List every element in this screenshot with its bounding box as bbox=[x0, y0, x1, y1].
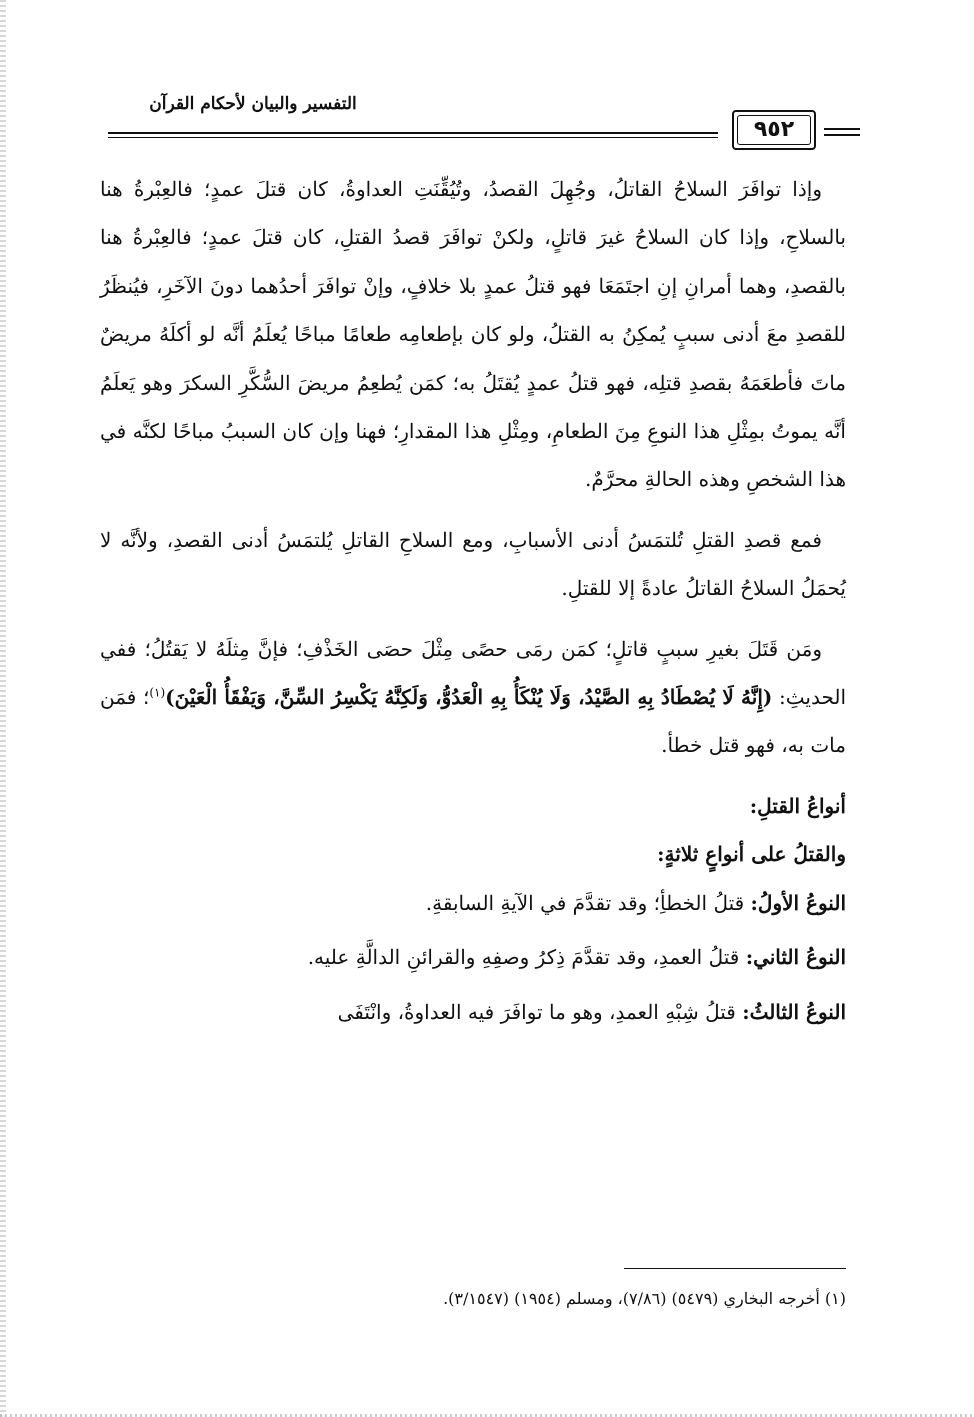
section-heading: أنواعُ القتلِ: bbox=[749, 793, 846, 818]
footnote: (١) أخرجه البخاري (٥٤٧٩) (٧/٨٦)، ومسلم (١٩٥٤) (٣/١٥٤٧). bbox=[443, 1289, 846, 1308]
main-text bbox=[100, 165, 846, 1036]
page-number-frame bbox=[732, 110, 816, 150]
type-item bbox=[100, 988, 846, 1036]
type-item bbox=[100, 933, 846, 981]
type-text: قتلُ شِبْهِ العمدِ، وهو ما توافَرَ فيه العداوةُ، وانْتَفَى bbox=[337, 999, 743, 1024]
type-text: قتلُ الخطأِ؛ وقد تقدَّمَ في الآيةِ السابقةِ. bbox=[425, 890, 751, 915]
footnote-separator bbox=[624, 1268, 846, 1269]
scan-edge-artifact bbox=[0, 0, 6, 1417]
paragraph: وإذا توافَرَ السلاحُ القاتلُ، وجُهِلَ القصدُ، وتُيُقِّنَتِ العداوةُ، كان قتلَ عمدٍ؛ فالعِبْرةُ هنا بالسلاحِ، وإذا كان السلاحُ غيرَ قاتلٍ، ولكنْ توافَرَ قصدُ القتلِ، كان قتلَ عمدٍ؛ فالعِبْرةُ هنا بالقصدِ، وهما أمرانِ إنِ اجتَمَعَا فهو قتلُ عمدٍ بلا خلافٍ، وإنْ توافَرَ أحدُهما دونَ الآخَرِ، فيُنظَرُ للقصدِ معَ أدنى سببٍ يُمكِنُ به القتلُ، ولو كان بإطعامِه طعامًا مباحًا يُعلَمُ أنَّه لو أكلَهُ مريضٌ ماتَ فأطعَمَهُ بقصدِ قتلِه، فهو قتلُ عمدٍ يُقتَلُ به؛ كمَن يُطعِمُ مريضَ السُّكَّرِ السكرَ وهو يَعلَمُ أنَّه يموتُ بمِثْلِ هذا النوعِ مِنَ الطعامِ، ومِثْلِ هذا المقدارِ؛ فهنا وإن كان السببُ مباحًا لكنَّه في هذا الشخصِ وهذه الحالةِ محرَّمٌ. bbox=[100, 177, 846, 492]
paragraph-hadith bbox=[100, 625, 846, 770]
hadith-quote: (إِنَّهُ لَا يُصْطَادُ بِهِ الصَّيْدُ، وَلَا يُنْكَأُ بِهِ الْعَدُوُّ، وَلَكِنَّهُ يَكْسِرُ السِّنَّ، وَيَفْقَأُ الْعَيْنَ) bbox=[165, 685, 773, 710]
paragraph: فمع قصدِ القتلِ تُلتمَسُ أدنى الأسبابِ، ومع السلاحِ القاتلِ يُلتمَسُ أدنى القصدِ، ولأنَّه لا يُحمَلُ السلاحُ القاتلُ عادةً إلا للقتلِ. bbox=[100, 527, 846, 601]
type-item bbox=[100, 879, 846, 927]
book-title: التفسير والبيان لأحكام القرآن bbox=[149, 94, 357, 114]
paragraph-text: ومَن قَتَلَ بغيرِ سببٍ قاتلٍ؛ كمَن رمَى حصًى مِثْلَ حصَى الخَذْفِ؛ فإنَّ مِثلَهُ لا يَقتُلُ؛ ففي الحديثِ: bbox=[100, 636, 847, 710]
footnote-marker[interactable]: (١) bbox=[149, 685, 166, 700]
page-header bbox=[108, 88, 860, 158]
header-rule-thin bbox=[108, 137, 718, 138]
section-subheading: والقتلُ على أنواعٍ ثلاثةٍ: bbox=[657, 842, 846, 867]
paragraph-text: ؛ فمَن مات به، فهو قتل خطأ. bbox=[100, 685, 846, 758]
page-number: ٩٥٢ bbox=[753, 117, 795, 142]
header-rule bbox=[108, 132, 718, 134]
type-text: قتلُ العمدِ، وقد تقدَّمَ ذِكرُ وصفِهِ والقرائنِ الدالَّةِ عليه. bbox=[307, 945, 746, 970]
page-number-rule bbox=[824, 128, 860, 130]
type-label: النوعُ الثالثُ: bbox=[742, 999, 846, 1024]
page-number-rule bbox=[824, 134, 860, 136]
type-label: النوعُ الأولُ: bbox=[750, 890, 846, 915]
type-label: النوعُ الثاني: bbox=[745, 945, 846, 970]
